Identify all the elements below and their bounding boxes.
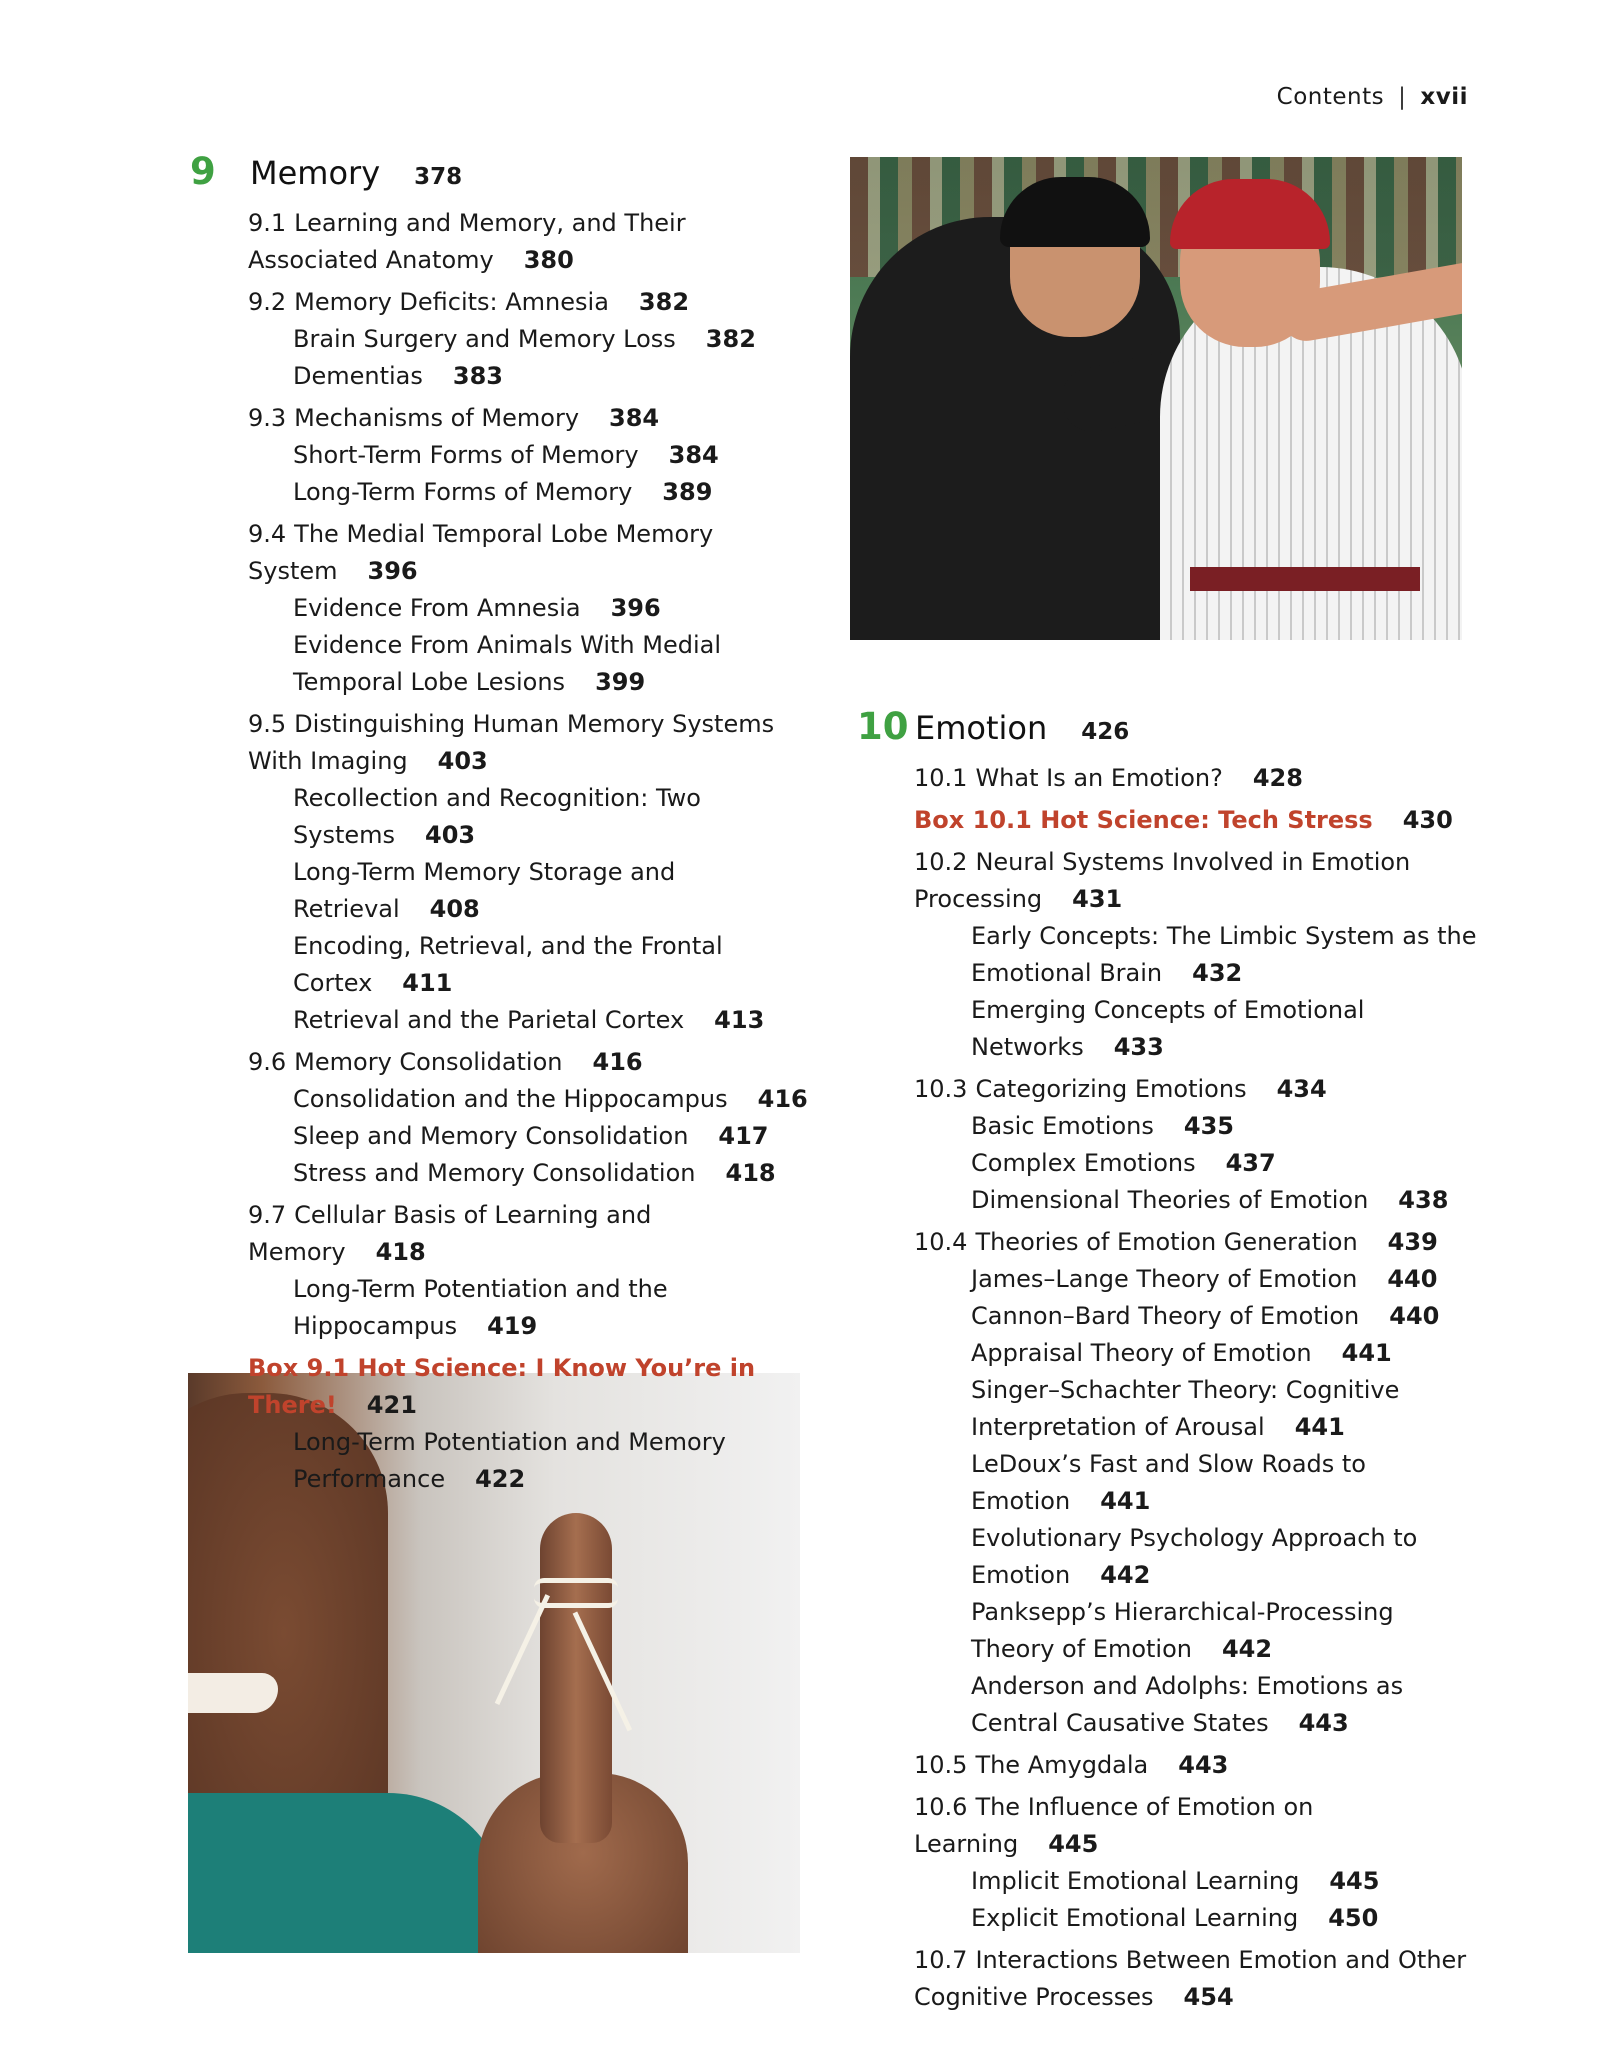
entry-title: Categorizing Emotions [975, 1075, 1247, 1103]
toc-section-entry[interactable] [248, 516, 810, 590]
entry-page: 435 [1183, 1112, 1234, 1140]
entry-page: 441 [1100, 1487, 1151, 1515]
entry-page: 442 [1100, 1561, 1151, 1589]
entry-title: Memory Consolidation [294, 1048, 563, 1076]
toc-section-entry[interactable] [248, 205, 810, 279]
section-number: 10.2 [914, 848, 968, 876]
toc-subsection-entry[interactable] [971, 918, 1477, 992]
toc-subsection-entry[interactable] [293, 590, 810, 627]
toc-subsection-entry[interactable] [971, 992, 1477, 1066]
toc-subsection-entry[interactable] [293, 854, 810, 928]
toc-section-entry[interactable] [248, 400, 810, 437]
toc-section-entry[interactable] [914, 1789, 1477, 1863]
entry-page: 421 [366, 1391, 417, 1419]
toc-section-entry[interactable] [914, 1224, 1477, 1261]
toc-subsection-entry[interactable] [971, 1298, 1477, 1335]
toc-subsection-entry[interactable] [293, 1424, 810, 1498]
entry-title: Memory Deficits: Amnesia [294, 288, 609, 316]
section-number: 9.1 [248, 209, 287, 237]
toc-subsection-entry[interactable] [971, 1182, 1477, 1219]
entry-title: Long-Term Potentiation and the Hippocampus [293, 1275, 668, 1340]
toc-subsection-entry[interactable] [293, 321, 810, 358]
entry-title: Appraisal Theory of Emotion [971, 1339, 1312, 1367]
entry-title: Dimensional Theories of Emotion [971, 1186, 1369, 1214]
entry-page: 411 [402, 969, 453, 997]
entry-page: 433 [1113, 1033, 1164, 1061]
toc-subsection-entry[interactable] [971, 1520, 1477, 1594]
section-number: 9.2 [248, 288, 287, 316]
section-number: 10.5 [914, 1751, 968, 1779]
entry-title: Sleep and Memory Consolidation [293, 1122, 689, 1150]
toc-subsection-entry[interactable] [293, 358, 810, 395]
entry-title: Recollection and Recognition: Two Systems [293, 784, 701, 849]
entry-page: 428 [1252, 764, 1303, 792]
entry-page: 418 [375, 1238, 426, 1266]
chapter-page: 378 [414, 164, 463, 190]
chapter-9-entries [190, 205, 810, 1498]
toc-subsection-entry[interactable] [293, 1155, 810, 1192]
entry-title: Interactions Between Emotion and Other Cognitive Processes [914, 1946, 1467, 2011]
header-separator: | [1398, 84, 1407, 110]
entry-title: Box 10.1 Hot Science: Tech Stress [914, 806, 1373, 834]
toc-section-entry[interactable] [914, 1071, 1477, 1108]
page-folio: xvii [1420, 84, 1468, 110]
chapter-9-toc [190, 150, 810, 1498]
toc-subsection-entry[interactable] [971, 1863, 1477, 1900]
chapter-10-entries [857, 760, 1477, 2016]
entry-title: The Influence of Emotion on Learning [914, 1793, 1314, 1858]
entry-title: Encoding, Retrieval, and the Frontal Cortex [293, 932, 723, 997]
toc-section-entry[interactable] [248, 1197, 810, 1271]
entry-title: Short-Term Forms of Memory [293, 441, 639, 469]
entry-page: 383 [452, 362, 503, 390]
entry-page: 384 [668, 441, 719, 469]
entry-title: Complex Emotions [971, 1149, 1196, 1177]
chapter-title: Emotion [915, 709, 1048, 747]
running-head [1277, 84, 1468, 110]
chapter-page: 426 [1081, 719, 1130, 745]
entry-page: 416 [592, 1048, 643, 1076]
entry-page: 419 [487, 1312, 538, 1340]
entry-title: What Is an Emotion? [975, 764, 1223, 792]
entry-title: The Amygdala [975, 1751, 1149, 1779]
toc-section-entry[interactable] [914, 760, 1477, 797]
entry-title: Emerging Concepts of Emotional Networks [971, 996, 1365, 1061]
toc-section-entry[interactable] [914, 1942, 1477, 2016]
entry-page: 440 [1389, 1302, 1440, 1330]
entry-page: 443 [1298, 1709, 1349, 1737]
entry-title: Long-Term Forms of Memory [293, 478, 633, 506]
entry-title: Evolutionary Psychology Approach to Emotion [971, 1524, 1418, 1589]
entry-title: Stress and Memory Consolidation [293, 1159, 696, 1187]
toc-subsection-entry[interactable] [971, 1108, 1477, 1145]
toc-section-entry[interactable] [248, 284, 810, 321]
toc-subsection-entry[interactable] [971, 1261, 1477, 1298]
running-title: Contents [1276, 84, 1385, 110]
toc-section-entry[interactable] [248, 706, 810, 780]
toc-subsection-entry[interactable] [293, 1271, 810, 1345]
entry-page: 389 [662, 478, 713, 506]
entry-title: Consolidation and the Hippocampus [293, 1085, 728, 1113]
entry-title: Neural Systems Involved in Emotion Processing [914, 848, 1411, 913]
entry-title: LeDoux’s Fast and Slow Roads to Emotion [971, 1450, 1366, 1515]
entry-page: 450 [1328, 1904, 1379, 1932]
entry-title: Implicit Emotional Learning [971, 1867, 1300, 1895]
toc-subsection-entry[interactable] [971, 1446, 1477, 1520]
section-number: 9.4 [248, 520, 287, 548]
toc-subsection-entry[interactable] [971, 1900, 1477, 1937]
entry-page: 430 [1402, 806, 1453, 834]
section-number: 10.7 [914, 1946, 968, 1974]
entry-title: Explicit Emotional Learning [971, 1904, 1299, 1932]
section-number: 10.3 [914, 1075, 968, 1103]
entry-title: Theories of Emotion Generation [975, 1228, 1358, 1256]
entry-page: 382 [638, 288, 690, 316]
entry-page: 443 [1178, 1751, 1229, 1779]
entry-page: 418 [725, 1159, 776, 1187]
toc-subsection-entry[interactable] [971, 1335, 1477, 1372]
chapter-number: 9 [190, 150, 216, 193]
entry-title: Evidence From Amnesia [293, 594, 581, 622]
entry-title: Brain Surgery and Memory Loss [293, 325, 676, 353]
entry-page: 445 [1048, 1830, 1099, 1858]
entry-title: Long-Term Memory Storage and Retrieval [293, 858, 676, 923]
entry-page: 441 [1341, 1339, 1392, 1367]
chapter-heading [190, 150, 810, 193]
toc-subsection-entry[interactable] [971, 1372, 1477, 1446]
entry-title: Long-Term Potentiation and Memory Performance [293, 1428, 726, 1493]
umpire-argument-photo [850, 157, 1462, 640]
entry-title: Learning and Memory, and Their Associated Anatomy [248, 209, 686, 274]
toc-subsection-entry[interactable] [971, 1145, 1477, 1182]
entry-page: 431 [1072, 885, 1123, 913]
toc-subsection-entry[interactable] [293, 928, 810, 1002]
entry-page: 422 [475, 1465, 526, 1493]
entry-page: 432 [1192, 959, 1243, 987]
entry-page: 408 [429, 895, 480, 923]
entry-page: 380 [523, 246, 574, 274]
toc-section-entry[interactable] [914, 844, 1477, 918]
chapter-heading [857, 705, 1477, 748]
toc-section-entry[interactable] [914, 1747, 1477, 1784]
entry-title: The Medial Temporal Lobe Memory System [248, 520, 714, 585]
entry-page: 442 [1221, 1635, 1273, 1663]
entry-title: Early Concepts: The Limbic System as the Emotional Brain [971, 922, 1477, 987]
toc-subsection-entry[interactable] [293, 1118, 810, 1155]
entry-page: 396 [367, 557, 418, 585]
entry-title: Anderson and Adolphs: Emotions as Central Causative States [971, 1672, 1404, 1737]
entry-page: 439 [1387, 1228, 1438, 1256]
entry-title: Panksepp’s Hierarchical-Processing Theory of Emotion [971, 1598, 1394, 1663]
section-number: 9.7 [248, 1201, 287, 1229]
section-number: 9.6 [248, 1048, 287, 1076]
entry-page: 403 [425, 821, 476, 849]
toc-subsection-entry[interactable] [971, 1594, 1477, 1668]
entry-page: 384 [609, 404, 660, 432]
photo-smile [188, 1673, 278, 1713]
entry-page: 454 [1183, 1983, 1234, 2011]
toc-subsection-entry[interactable] [293, 780, 810, 854]
entry-title: Box 9.1 Hot Science: I Know You’re in There! [248, 1354, 756, 1419]
chapter-10-toc [857, 705, 1477, 2016]
entry-title: Retrieval and the Parietal Cortex [293, 1006, 685, 1034]
entry-title: Cannon–Bard Theory of Emotion [971, 1302, 1360, 1330]
chapter-number: 10 [857, 705, 909, 748]
toc-subsection-entry[interactable] [293, 437, 810, 474]
entry-page: 416 [757, 1085, 808, 1113]
entry-page: 438 [1398, 1186, 1449, 1214]
toc-subsection-entry[interactable] [293, 474, 810, 511]
section-number: 10.4 [914, 1228, 968, 1256]
toc-section-entry[interactable] [248, 1044, 810, 1081]
photo-shirt [188, 1793, 508, 1953]
entry-page: 440 [1387, 1265, 1438, 1293]
entry-title: Distinguishing Human Memory Systems With Imaging [248, 710, 775, 775]
toc-subsection-entry[interactable] [293, 1081, 810, 1118]
section-number: 10.6 [914, 1793, 968, 1821]
entry-title: Dementias [293, 362, 423, 390]
photo-manager-belt [1190, 567, 1420, 591]
entry-title: James–Lange Theory of Emotion [971, 1265, 1358, 1293]
entry-page: 445 [1329, 1867, 1380, 1895]
entry-page: 399 [595, 668, 646, 696]
entry-page: 434 [1276, 1075, 1327, 1103]
toc-box-entry[interactable] [248, 1350, 810, 1424]
entry-page: 417 [718, 1122, 769, 1150]
entry-page: 396 [610, 594, 661, 622]
entry-title: Mechanisms of Memory [294, 404, 580, 432]
toc-box-entry[interactable] [914, 802, 1477, 839]
entry-page: 441 [1294, 1413, 1345, 1441]
entry-page: 382 [705, 325, 756, 353]
toc-subsection-entry[interactable] [293, 1002, 810, 1039]
entry-title: Singer–Schachter Theory: Cognitive Interpretation of Arousal [971, 1376, 1400, 1441]
toc-subsection-entry[interactable] [293, 627, 810, 701]
chapter-title: Memory [250, 154, 381, 192]
entry-page: 437 [1225, 1149, 1276, 1177]
entry-page: 403 [437, 747, 488, 775]
section-number: 9.3 [248, 404, 287, 432]
entry-title: Basic Emotions [971, 1112, 1154, 1140]
section-number: 10.1 [914, 764, 968, 792]
entry-page: 413 [714, 1006, 765, 1034]
toc-subsection-entry[interactable] [971, 1668, 1477, 1742]
entry-title: Evidence From Animals With Medial Temporal Lobe Lesions [293, 631, 721, 696]
section-number: 9.5 [248, 710, 287, 738]
entry-title: Cellular Basis of Learning and Memory [248, 1201, 652, 1266]
